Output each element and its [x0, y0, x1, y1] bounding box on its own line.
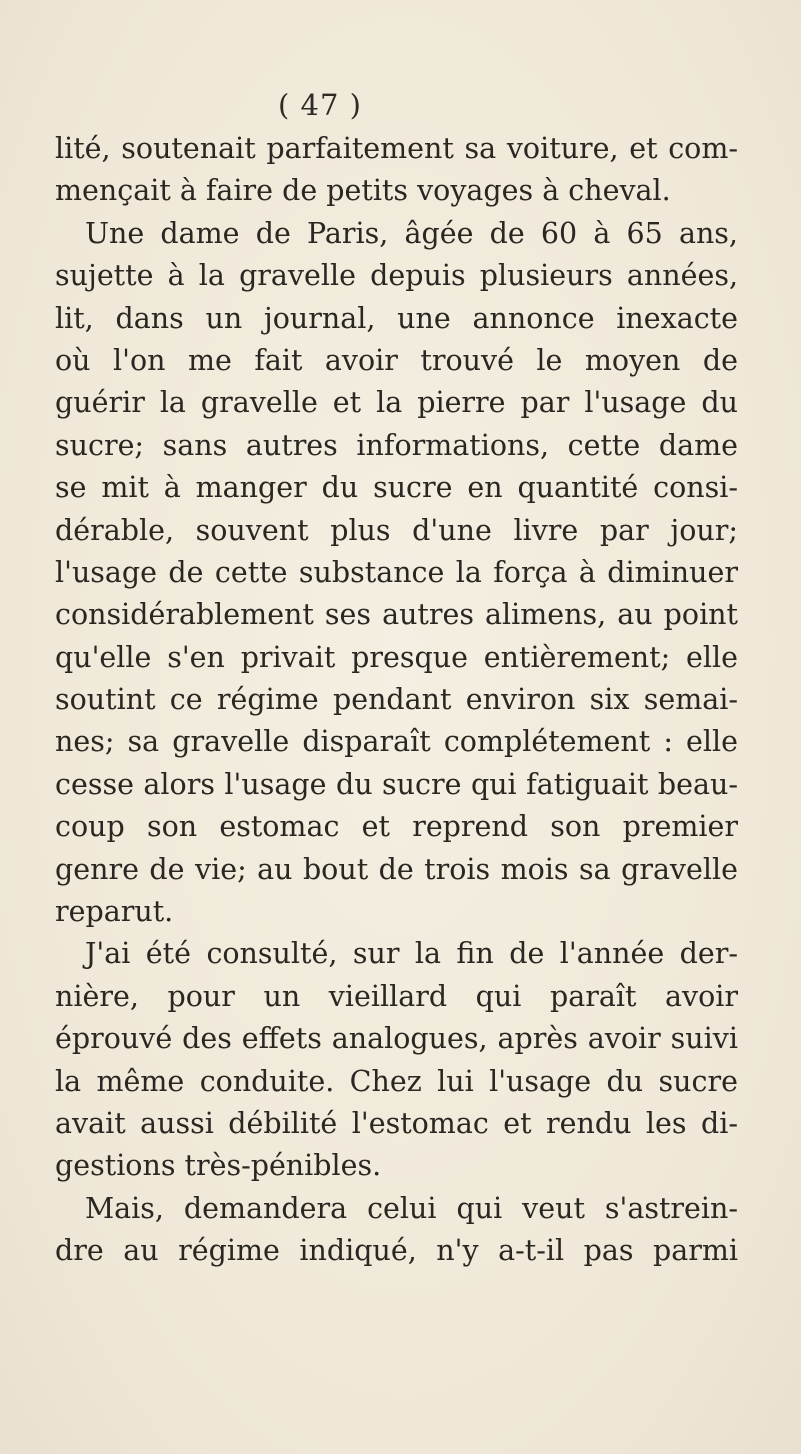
- text-line: guérir la gravelle et la pierre par l'usage du: [55, 386, 738, 420]
- text-line: lit, dans un journal, une annonce inexacte: [55, 301, 738, 335]
- text-line: cesse alors l'usage du sucre qui fatiguait beau-: [55, 767, 738, 801]
- text-line: où l'on me fait avoir trouvé le moyen de: [55, 343, 738, 377]
- text-line: genre de vie; au bout de trois mois sa gravelle: [55, 852, 738, 886]
- body-text: [55, 128, 738, 1273]
- text-line: J'ai été consulté, sur la fin de l'année der-: [85, 937, 738, 971]
- text-line: soutint ce régime pendant environ six semai-: [55, 683, 738, 717]
- text-line: coup son estomac et reprend son premier: [55, 810, 738, 844]
- text-line: sujette à la gravelle depuis plusieurs années,: [55, 259, 738, 293]
- text-line: qu'elle s'en privait presque entièrement; elle: [55, 640, 738, 674]
- text-line: Une dame de Paris, âgée de 60 à 65 ans,: [85, 216, 738, 250]
- text-line: l'usage de cette substance la força à diminuer: [55, 555, 738, 589]
- text-line: reparut.: [55, 895, 174, 929]
- text-line: nière, pour un vieillard qui paraît avoir: [55, 979, 738, 1013]
- text-line: la même conduite. Chez lui l'usage du sucre: [55, 1064, 738, 1098]
- text-line: se mit à manger du sucre en quantité consi-: [55, 471, 738, 505]
- text-line: gestions très-pénibles.: [55, 1149, 382, 1183]
- page-number: ( 47 ): [278, 88, 362, 122]
- text-line: nes; sa gravelle disparaît complétement : elle: [55, 725, 738, 759]
- text-line: Mais, demandera celui qui veut s'astrein-: [85, 1191, 738, 1225]
- text-line: mençait à faire de petits voyages à cheval.: [55, 174, 671, 208]
- text-line: avait aussi débilité l'estomac et rendu les di-: [55, 1106, 738, 1140]
- text-line: dérable, souvent plus d'une livre par jour;: [55, 513, 738, 547]
- text-line: considérablement ses autres alimens, au point: [55, 598, 738, 632]
- text-line: éprouvé des effets analogues, après avoir suivi: [55, 1022, 738, 1056]
- text-line: lité, soutenait parfaitement sa voiture, et com-: [55, 132, 738, 165]
- text-line: sucre; sans autres informations, cette dame: [55, 428, 738, 462]
- text-line: dre au régime indiqué, n'y a-t-il pas parmi: [55, 1234, 738, 1268]
